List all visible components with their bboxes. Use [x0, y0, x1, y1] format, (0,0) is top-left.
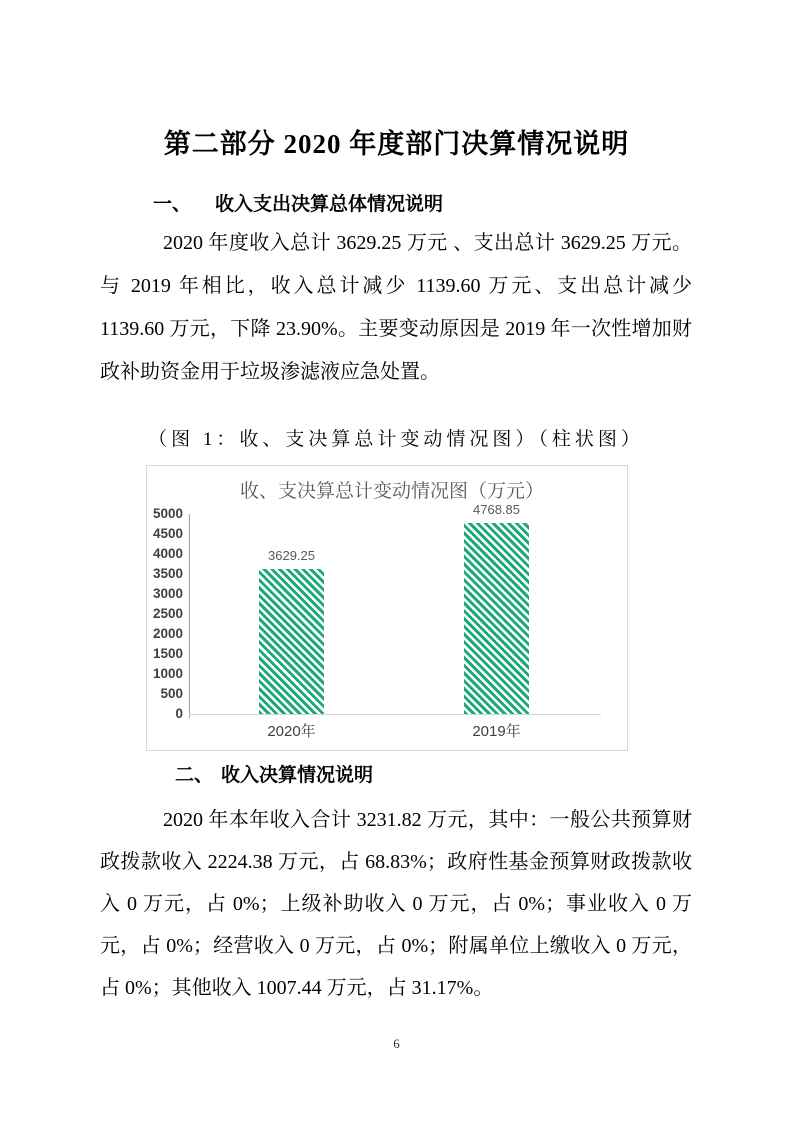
y-axis-tick-label: 500: [160, 686, 183, 701]
bar-category-slot: [189, 514, 394, 740]
bar-value-label: 4768.85: [473, 502, 520, 518]
y-axis-tick-label: 0: [175, 706, 183, 721]
x-axis-tick-label: 2020年: [267, 723, 316, 740]
y-axis-tick-label: 2500: [152, 606, 183, 621]
section-2-paragraph: 2020 年本年收入合计 3231.82 万元，其中：一般公共预算财政拨款收入 2224.38 万元，占 68.83%；政府性基金预算财政拨款收入 0 万元，占 0%；上级补助收入 0 万元，占 0%；事业收入 0 万元，占 0%；经营收入 0 万元，占 0%；附属单位上缴收入 0 万元，占 0%；其他收入 1007.44 万元，占 31.17%。: [100, 809, 692, 999]
x-axis-tick-label: 2019年: [472, 723, 521, 740]
bar: [259, 547, 324, 714]
section-2-heading: [175, 760, 373, 787]
figure-caption: （图 1：收、支决算总计变动情况图）（柱状图）: [148, 429, 644, 450]
section-1-title: 收入支出决算总体情况说明: [215, 194, 444, 215]
chart-title: 收、支决算总计变动情况图（万元）: [239, 481, 544, 502]
bar: [464, 502, 529, 714]
bar-chart: [146, 465, 628, 751]
section-1-heading: [153, 189, 443, 216]
y-axis-tick-label: 4500: [152, 526, 183, 541]
chart-plot-area: [189, 502, 599, 740]
section-1-paragraph: 2020 年度收入总计 3629.25 万元 、支出总计 3629.25 万元。与 2019 年相比，收入总计减少 1139.60 万元、支出总计减少 1139.60 万元，下降 23.90%。主要变动原因是 2019 年一次性增加财政补助资金用于垃圾渗滤液应急处置。: [100, 232, 692, 383]
section-1-number: 一、: [153, 194, 192, 215]
y-axis-tick-label: 3500: [152, 566, 183, 581]
document-title: 第二部分 2020 年度部门决算情况说明: [163, 129, 630, 160]
page-number: 6: [393, 1036, 400, 1051]
section-2-number: 二、: [175, 765, 214, 786]
bar-value-label: 3629.25: [268, 547, 315, 563]
y-axis-tick-label: 1000: [152, 666, 183, 681]
y-axis-tick-label: 1500: [152, 646, 183, 661]
y-axis-tick-label: 5000: [152, 506, 183, 521]
y-axis-tick-label: 4000: [152, 546, 183, 561]
chart-x-axis-line: [189, 714, 601, 715]
section-2-title: 收入决算情况说明: [221, 765, 374, 786]
y-axis-tick-label: 2000: [152, 626, 183, 641]
y-axis-tick-label: 3000: [152, 586, 183, 601]
bar-category-slot: [394, 502, 599, 740]
